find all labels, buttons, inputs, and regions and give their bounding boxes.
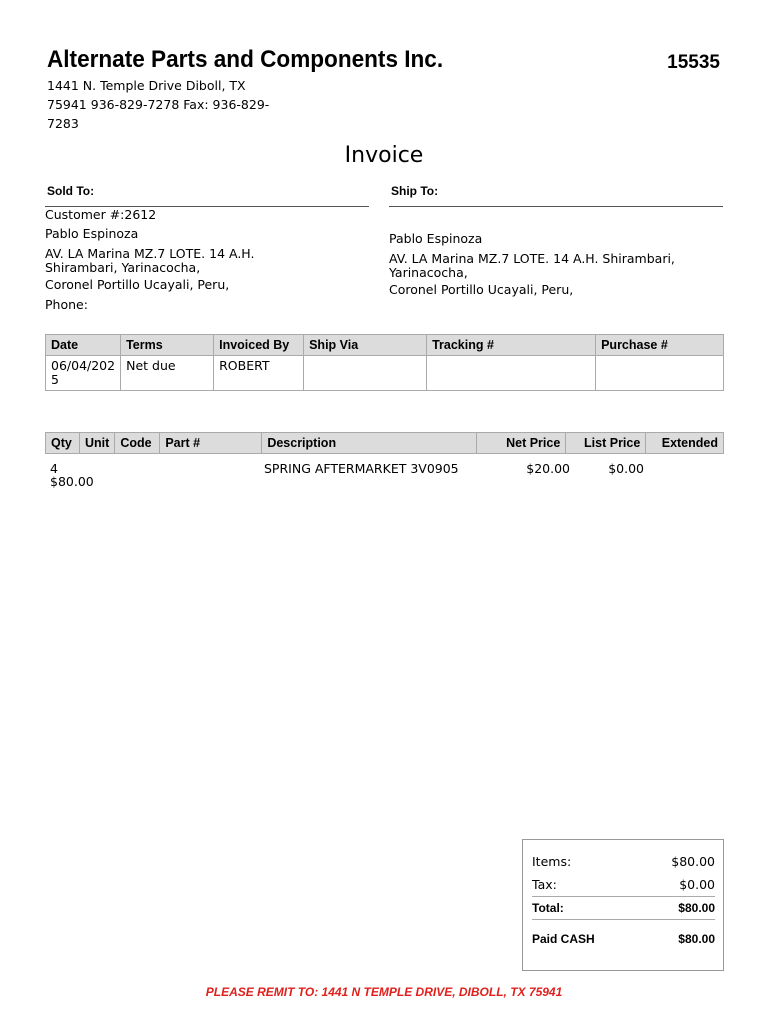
ship-to-name: Pablo Espinoza	[389, 231, 483, 246]
col-qty: Qty	[46, 433, 80, 454]
totals-total-row	[532, 896, 715, 919]
company-address-line: 1441 N. Temple Drive Diboll, TX	[47, 78, 246, 93]
col-purchase: Purchase #	[596, 335, 724, 356]
col-date: Date	[46, 335, 121, 356]
totals-paid-value: $80.00	[678, 931, 715, 946]
sold-to-phone: Phone:	[45, 297, 88, 312]
line-item-extended: $80.00	[50, 474, 94, 489]
sold-to-name: Pablo Espinoza	[45, 226, 139, 241]
totals-paid-label: Paid CASH	[532, 931, 595, 946]
line-items-header-row	[46, 433, 724, 454]
totals-tax-label: Tax:	[532, 877, 557, 892]
totals-total-value: $80.00	[678, 901, 715, 915]
ship-to-address-2: Yarinacocha,	[389, 265, 468, 280]
col-unit: Unit	[80, 433, 115, 454]
sold-to-address-3: Coronel Portillo Ucayali, Peru,	[45, 277, 230, 292]
totals-items-row	[532, 850, 715, 873]
col-list-price: List Price	[566, 433, 646, 454]
line-item-description: SPRING AFTERMARKET 3V0905	[264, 461, 459, 476]
col-tracking: Tracking #	[427, 335, 596, 356]
col-part: Part #	[160, 433, 262, 454]
totals-total-label: Total:	[532, 901, 564, 915]
ship-to-address-3: Coronel Portillo Ucayali, Peru,	[389, 282, 574, 297]
cell-tracking	[427, 356, 596, 391]
ship-to-heading: Ship To:	[391, 184, 439, 198]
order-info-row	[46, 356, 724, 391]
totals-divider	[532, 919, 715, 927]
cell-terms: Net due	[121, 356, 214, 391]
line-item-net-price: $20.00	[526, 461, 570, 476]
company-address	[47, 76, 272, 133]
totals-items-value: $80.00	[671, 854, 715, 869]
cell-invoiced-by: ROBERT	[214, 356, 304, 391]
sold-to-address-2: Shirambari, Yarinacocha,	[45, 260, 201, 275]
invoice-number: 15535	[667, 52, 720, 73]
line-item-list-price: $0.00	[608, 461, 644, 476]
totals-items-label: Items:	[532, 854, 572, 869]
company-name: Alternate Parts and Components Inc.	[47, 46, 444, 73]
company-address-line: 7283	[47, 116, 79, 131]
line-items-table	[45, 432, 724, 454]
sold-to-heading: Sold To:	[47, 184, 95, 198]
col-terms: Terms	[121, 335, 214, 356]
company-address-line: 75941 936-829-7278 Fax: 936-829-	[47, 97, 270, 112]
col-description: Description	[262, 433, 477, 454]
cell-ship-via	[304, 356, 427, 391]
col-net-price: Net Price	[477, 433, 566, 454]
totals-tax-value: $0.00	[679, 877, 715, 892]
order-info-table	[45, 334, 724, 391]
col-extended: Extended	[646, 433, 724, 454]
cell-date: 06/04/202 5	[46, 356, 121, 391]
col-code: Code	[115, 433, 160, 454]
remit-notice: PLEASE REMIT TO: 1441 N TEMPLE DRIVE, DIBOLL, TX 75941	[205, 985, 563, 999]
ship-to-address-1: AV. LA Marina MZ.7 LOTE. 14 A.H. Shirambari,	[389, 251, 675, 266]
document-title: Invoice	[344, 143, 424, 168]
col-invoiced-by: Invoiced By	[214, 335, 304, 356]
col-ship-via: Ship Via	[304, 335, 427, 356]
line-item-qty: 4	[50, 461, 58, 476]
totals-paid-row	[532, 927, 715, 950]
sold-to-address-1: AV. LA Marina MZ.7 LOTE. 14 A.H.	[45, 246, 255, 261]
cell-purchase	[596, 356, 724, 391]
totals-tax-row	[532, 873, 715, 896]
ship-to-divider	[389, 206, 723, 207]
order-info-header-row	[46, 335, 724, 356]
sold-to-customer: Customer #:2612	[45, 207, 157, 222]
totals-box	[522, 839, 724, 971]
